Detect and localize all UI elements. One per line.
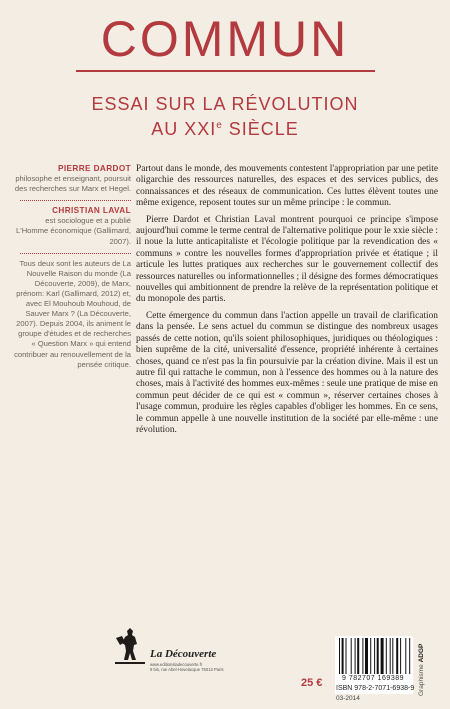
title-underline <box>76 70 375 72</box>
author-1-name: PIERRE DARDOT <box>58 164 131 173</box>
publisher-address <box>150 662 240 672</box>
book-title: COMMUN <box>100 11 350 67</box>
print-date: 03-2014 <box>336 695 360 702</box>
barcode-bar <box>390 638 391 674</box>
barcode-bar <box>377 638 379 674</box>
paragraph-2: Pierre Dardot et Christian Laval montrent pourquoi ce principe s'impose aujourd'hui comme le terme central de l'alternative politique pour le xxie siècle : il noue la lutte anticapitaliste et l'écologie politique par la revendication des « communs » contre les nouvelles formes d'appropriation privée et étatique ; il articule les luttes pratiques aux recherches sur le gouvernement collectif des ressources naturelles ou informationnelles ; il désigne des formes démocratiques nouvelles qui ambitionnent de prendre la relève de la représentation politique et du monopole des partis. <box>136 214 438 305</box>
barcode-bars <box>335 636 413 676</box>
barcode-number: 9 782707 169389 <box>342 675 404 682</box>
joint-bio: Tous deux sont les auteurs de La Nouvelle Raison du monde (La Découverte, 2009), de Marx, prénom: Karl (Gallimard, 2012) et, avec El Mouhoub Mouhoud, de Sauver Marx ? (La Découverte, 2007). Depuis 2004, ils animent le groupe d'études et de recherches « Question Marx » qui entend contribuer au renouvellement de la pensée critique. <box>14 258 131 369</box>
barcode-bar <box>386 638 387 674</box>
barcode-bar <box>370 638 371 674</box>
isbn: ISBN 978-2-7071-6938-9 <box>336 685 415 692</box>
paragraph-1: Partout dans le monde, des mouvements contestent l'appropriation par une petite oligarchie des ressources naturelles, des espaces et des services publics, des connaissances et des réseaux de communication. Ces luttes élèvent toutes une même exigence, reposent toutes sur un même principe : le commun. <box>136 164 438 209</box>
barcode-bar <box>365 638 368 674</box>
back-cover-text <box>136 164 438 441</box>
publisher-street: 9 bis, rue Abel-Hovelacque 75013 Paris <box>150 667 224 672</box>
barcode-bar <box>357 638 359 674</box>
author-sidebar <box>12 164 131 370</box>
barcode-bar <box>342 638 344 674</box>
barcode-bar <box>355 638 356 674</box>
barcode-bar <box>400 638 401 674</box>
publisher-emblem-icon <box>112 624 148 670</box>
author-2-name: CHRISTIAN LAVAL <box>52 206 131 216</box>
divider <box>20 253 131 254</box>
author-2-bio: est sociologue et a publié L'Homme économique (Gallimard, 2007). <box>16 216 131 246</box>
barcode-bar <box>374 638 375 674</box>
subtitle-line-2: AU XXIe SIÈCLE <box>151 119 299 139</box>
barcode-bar <box>396 638 398 674</box>
divider <box>20 200 131 201</box>
subtitle-line-1: ESSAI SUR LA RÉVOLUTION <box>91 94 359 114</box>
barcode-bar <box>346 638 347 674</box>
barcode-bar <box>405 638 406 674</box>
publisher-website: www.editionsladecouverte.fr <box>150 662 203 667</box>
barcode-bar <box>351 638 352 674</box>
paragraph-3: Cette émergence du commun dans l'action appelle un travail de clarification dans la pensée. Le sens actuel du commun se distingue des nombreux usages passés de cette notion, qu'ils soient philosophiques, juridiques ou théologiques : bien suprême de la cité, universalité d'essence, propriété inhérente à certaines choses, quand ce n'est pas la fin poursuivie par la création divine. Mais il est un autre fil qui rattache le commun, non à l'essence des hommes ou à la nature des choses, mais à l'activité des hommes eux-mêmes : seule une pratique de mise en commun peut décider de ce qui est « commun », réserver certaines choses à l'usage commun, produire les règles capables d'obliger les hommes. En ce sens, le commun appelle à une nouvelle institution de la société par elle-même : une révolution. <box>136 310 438 435</box>
publisher-name: La Découverte <box>150 648 217 660</box>
book-subtitle <box>0 94 450 140</box>
barcode-bar <box>381 638 384 674</box>
barcode-bar <box>362 638 363 674</box>
graphic-design-credit: Graphisme ADGP <box>418 643 425 696</box>
barcode-bar <box>409 638 410 674</box>
barcode-bar <box>339 638 340 674</box>
barcode-bar <box>392 638 393 674</box>
author-1-bio: philosophe et enseignant, poursuit des recherches sur Marx et Hegel. <box>14 174 131 194</box>
price: 25 € <box>301 677 323 689</box>
